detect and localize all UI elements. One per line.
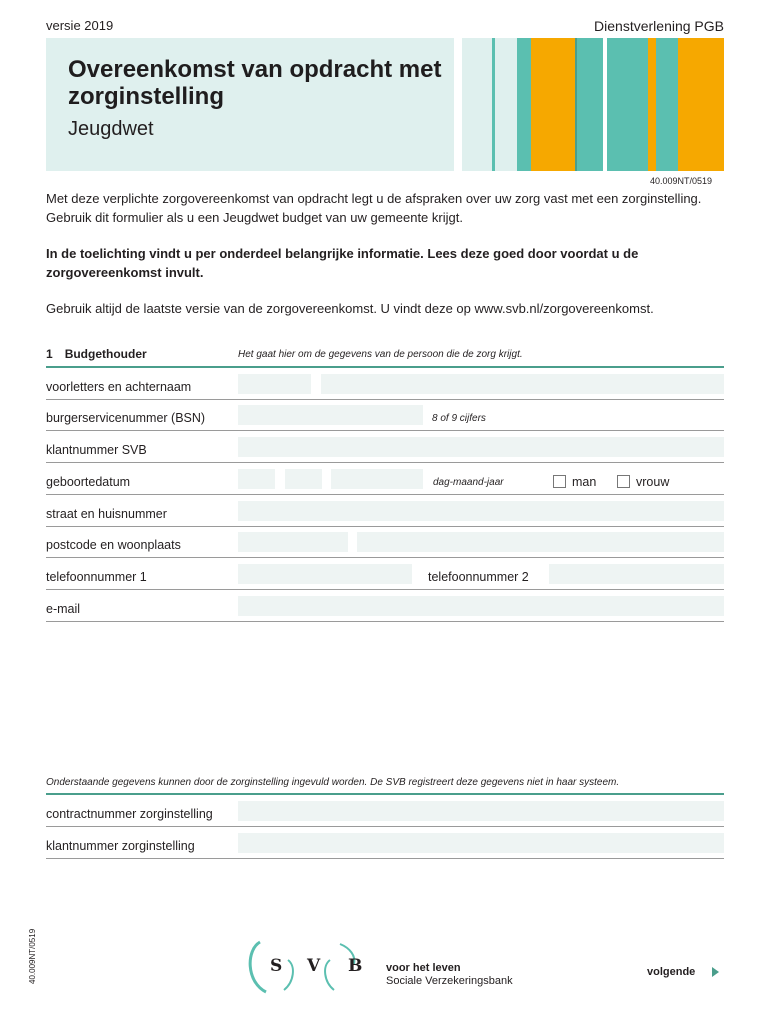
- institution-note: Onderstaande gegevens kunnen door de zorginstelling ingevuld worden. De SVB registreert deze gegevens niet in haar systeem.: [46, 777, 620, 788]
- row-line: [46, 494, 724, 495]
- institution-client-field[interactable]: [238, 833, 724, 853]
- service-label: Dienstverlening PGB: [594, 18, 724, 34]
- phone1-label: telefoonnummer 1: [46, 570, 147, 584]
- female-checkbox[interactable]: [617, 475, 630, 488]
- client-number-label: klantnummer SVB: [46, 443, 147, 457]
- birthdate-hint: dag-maand-jaar: [433, 477, 504, 488]
- stripe: [577, 38, 603, 171]
- stripe: [656, 38, 678, 171]
- tagline-line1: voor het leven: [386, 962, 461, 974]
- female-label: vrouw: [636, 475, 670, 489]
- chevron-right-icon[interactable]: [712, 967, 719, 977]
- city-field[interactable]: [357, 532, 724, 552]
- birth-year-field[interactable]: [331, 469, 423, 489]
- institution-client-label: klantnummer zorginstelling: [46, 839, 195, 853]
- stripe: [495, 38, 517, 171]
- phone2-label: telefoonnummer 2: [428, 570, 529, 584]
- logo-letter-v: V: [307, 956, 321, 976]
- contract-number-field[interactable]: [238, 801, 724, 821]
- email-field[interactable]: [238, 596, 724, 616]
- stripe: [648, 38, 656, 171]
- section-divider: [46, 366, 724, 368]
- document-code: 40.009NT/0519: [649, 176, 712, 186]
- email-label: e-mail: [46, 602, 81, 616]
- next-link[interactable]: volgende: [647, 966, 696, 978]
- page-subtitle: Jeugdwet: [68, 118, 154, 140]
- birth-month-field[interactable]: [285, 469, 322, 489]
- surname-field[interactable]: [321, 374, 724, 394]
- name-label: voorletters en achternaam: [46, 380, 192, 394]
- logo-tagline: [386, 962, 513, 988]
- row-line: [46, 589, 724, 590]
- bsn-label: burgerservicenummer (BSN): [46, 411, 206, 425]
- postcode-label: postcode en woonplaats: [46, 538, 181, 552]
- row-line: [46, 462, 724, 463]
- row-line: [46, 858, 724, 859]
- initials-field[interactable]: [238, 374, 311, 394]
- contract-number-label: contractnummer zorginstelling: [46, 807, 213, 821]
- bsn-field[interactable]: [238, 405, 423, 425]
- row-line: [46, 621, 724, 622]
- stripe: [462, 38, 492, 171]
- street-field[interactable]: [238, 501, 724, 521]
- stripe: [678, 38, 724, 171]
- row-line: [46, 826, 724, 827]
- logo-letter-s: S: [270, 956, 283, 976]
- section-number: 1: [46, 347, 53, 361]
- phone2-field[interactable]: [549, 564, 724, 584]
- phone1-field[interactable]: [238, 564, 412, 584]
- street-label: straat en huisnummer: [46, 507, 167, 521]
- section-divider: [46, 793, 724, 795]
- stripe: [531, 38, 575, 171]
- row-line: [46, 430, 724, 431]
- side-document-code: 40.009NT/0519: [28, 928, 37, 984]
- row-line: [46, 399, 724, 400]
- stripe: [607, 38, 648, 171]
- version-label: versie 2019: [46, 18, 114, 33]
- male-checkbox[interactable]: [553, 475, 566, 488]
- postcode-field[interactable]: [238, 532, 348, 552]
- intro-version-note: Gebruik altijd de laatste versie van de zorgovereenkomst. U vindt deze op www.svb.nl/zorgovereenkomst.: [46, 301, 654, 316]
- intro-notice: In de toelichting vindt u per onderdeel belangrijke informatie. Lees deze goed door voordat u de zorgovereenkomst invult.: [46, 246, 639, 280]
- client-number-field[interactable]: [238, 437, 724, 457]
- intro-paragraph: Met deze verplichte zorgovereenkomst van opdracht legt u de afspraken over uw zorg vast met een zorginstelling. Gebruik dit formulier als u een Jeugdwet budget van uw gemeente krijgt.: [46, 191, 702, 225]
- section-1-heading: [46, 347, 147, 361]
- bsn-hint: 8 of 9 cijfers: [432, 413, 486, 424]
- row-line: [46, 557, 724, 558]
- birthdate-label: geboortedatum: [46, 475, 131, 489]
- birth-day-field[interactable]: [238, 469, 275, 489]
- logo-letter-b: B: [348, 956, 363, 976]
- svb-logo: [244, 938, 374, 996]
- tagline-line2: Sociale Verzekeringsbank: [386, 975, 513, 987]
- section-1-note: Het gaat hier om de gegevens van de persoon die de zorg krijgt.: [238, 349, 523, 360]
- row-line: [46, 526, 724, 527]
- stripe: [517, 38, 531, 171]
- male-label: man: [572, 475, 597, 489]
- page-title: Overeenkomst van opdracht met zorginstelling: [68, 56, 442, 110]
- section-title: Budgethouder: [64, 347, 147, 361]
